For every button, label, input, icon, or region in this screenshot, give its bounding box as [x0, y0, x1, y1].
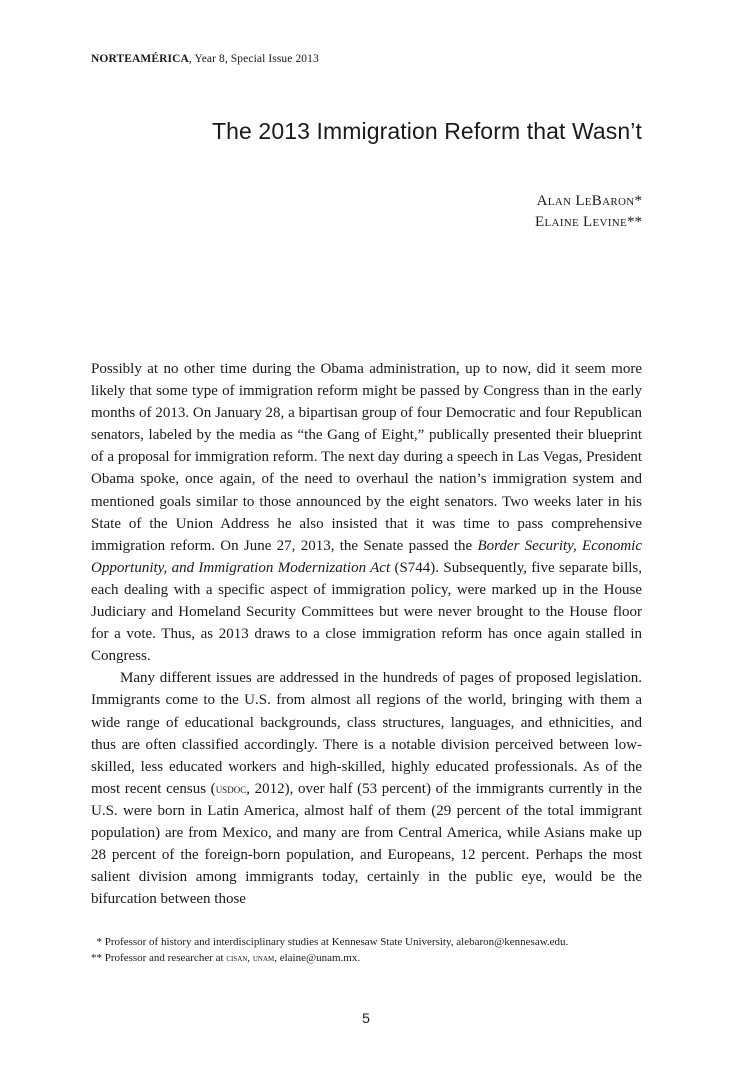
paragraph-2: [91, 667, 642, 910]
article-title: The 2013 Immigration Reform that Wasn’t: [212, 118, 642, 144]
author-name: Elaine Levine: [535, 214, 627, 230]
author-block: [535, 191, 642, 233]
article-body: [91, 358, 642, 910]
author-footnote-mark: *: [634, 193, 642, 209]
author-name: Alan LeBaron: [536, 193, 635, 209]
paragraph-text: , 2012), over half (53 percent) of the immigrants currently in the U.S. were born in Latin America, almost half of them (29 percent of the total immigrant population) are from Mexico, and many are from Central America, while Asians make up 28 percent of the foreign-born population, and Europeans, 12 percent. Perhaps the most salient division among immigrants today, certainly in the public eye, would be the bifurcation between those: [91, 780, 642, 908]
issue-info: , Year 8, Special Issue 2013: [188, 53, 319, 65]
institution-acronym: cisan: [226, 953, 248, 964]
footnotes: [91, 934, 651, 967]
author-line-2: [535, 212, 642, 233]
footnote-separator: ,: [247, 952, 253, 964]
act-title: Border Security, Economic Opportunity, and Immigration Modernization Act: [91, 537, 643, 576]
footnote-1: [91, 934, 651, 950]
institution-acronym: unam: [252, 953, 275, 964]
footnote-text: ** Professor and researcher at: [91, 952, 227, 964]
author-footnote-mark: **: [627, 214, 642, 230]
page-number: 5: [362, 1010, 370, 1026]
journal-name: NORTEAMÉRICA: [91, 53, 189, 65]
footnote-text: , elaine@unam.mx.: [274, 952, 361, 964]
author-line-1: [535, 191, 642, 212]
footnote-text: * Professor of history and interdisciplinary studies at Kennesaw State University, alebaron@kennesaw.edu.: [96, 936, 569, 948]
citation-source: usdoc: [215, 780, 247, 796]
running-head: [91, 53, 319, 65]
paragraph-text: (S744). Subsequently, five separate bills, each dealing with a specific aspect of immigration policy, were marked up in the House Judiciary and Homeland Security Committees but were never brought to the House floor for a vote. Thus, as 2013 draws to a close immigration reform has once again stalled in Congress.: [91, 559, 642, 665]
paragraph-text: Possibly at no other time during the Obama administration, up to now, did it seem more likely that some type of immigration reform might be passed by Congress than in the early months of 2013. On January 28, a bipartisan group of four Democratic and four Republican senators, labeled by the media as “the Gang of Eight,” publically presented their blueprint of a proposal for immigration reform. The next day during a speech in Las Vegas, President Obama spoke, once again, of the need to overhaul the nation’s immigration system and mentioned goals similar to those announced by the eight senators. Two weeks later in his State of the Union Address he also insisted that it was time to pass comprehensive immigration reform. On June 27, 2013, the Senate passed the: [91, 361, 642, 554]
paragraph-text: Many different issues are addressed in the hundreds of pages of proposed legislation. Immigrants come to the U.S. from almost all regions of the world, bringing with them a wide range of educational backgrounds, class structures, languages, and ethnicities, and thus are often classified accordingly. There is a notable division perceived between low-skilled, less educated workers and high-skilled, highly educated professionals. As of the most recent census (: [91, 670, 642, 797]
footnote-2: [91, 950, 651, 967]
paragraph-1: [91, 358, 642, 667]
